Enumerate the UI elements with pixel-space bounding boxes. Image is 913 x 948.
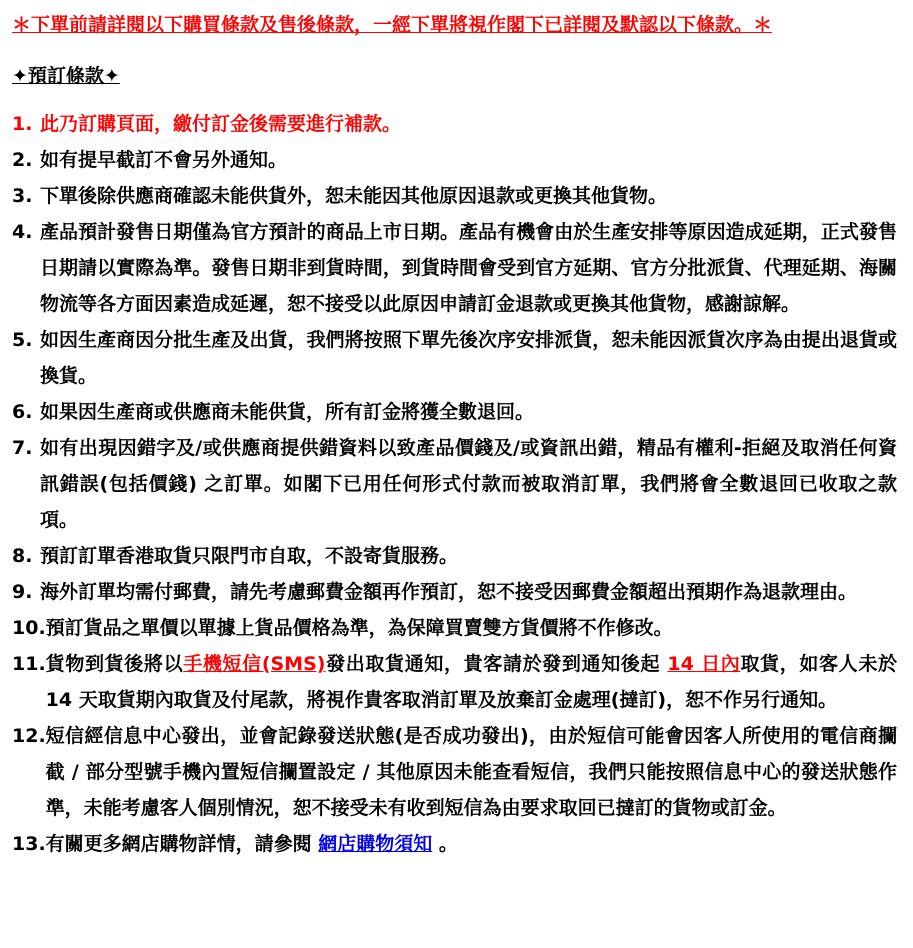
term-item-11	[12, 646, 897, 718]
term-text	[46, 718, 897, 826]
term-text-segment: 發出取貨通知，貴客請於發到通知後起	[325, 653, 668, 675]
term-item-4	[12, 214, 897, 322]
term-number: 5.	[12, 329, 33, 351]
term-text	[40, 538, 897, 574]
term-number: 4.	[12, 221, 33, 243]
term-text	[46, 610, 897, 646]
shop-guide-link[interactable]: 網店購物須知	[318, 833, 433, 855]
term-number: 1.	[12, 113, 33, 135]
term-text-segment: 如果因生產商或供應商未能供貨，所有訂金將獲全數退回。	[40, 401, 535, 423]
term-text-segment: 如有出現因錯字及/或供應商提供錯資料以致產品價錢及/或資訊出錯，精品有權利-拒絕及取消任何資訊錯誤(包括價錢) 之訂單。如閣下已用任何形式付款而被取消訂單，我們將會全數退回已收取之款項。	[40, 437, 897, 531]
term-text-highlight: 14 日內	[667, 653, 741, 675]
term-text-segment: 預訂貨品之單價以單據上貨品價格為準，為保障買賣雙方貨價將不作修改。	[45, 617, 673, 639]
term-number: 11.	[12, 653, 46, 675]
term-text-segment: 。	[432, 833, 458, 855]
term-text-segment: 取貨，如客人未於 14 天取貨期內取貨及付尾款，將視作貴客取消訂單及放棄訂金處理(撻訂)，恕不作另行通知。	[45, 653, 897, 711]
term-text	[40, 430, 897, 538]
term-number: 12.	[12, 725, 46, 747]
term-text-segment: 預訂訂單香港取貨只限門市自取，不設寄貨服務。	[40, 545, 459, 567]
term-text-segment: 有關更多網店購物詳情，請參閱	[45, 833, 319, 855]
term-item-10	[12, 610, 897, 646]
term-item-12	[12, 718, 897, 826]
term-item-7	[12, 430, 897, 538]
term-number: 3.	[12, 185, 33, 207]
term-number: 6.	[12, 401, 33, 423]
section-header-preorder-terms: ✦預訂條款✦	[12, 65, 120, 87]
term-text-segment: 短信經信息中心發出，並會記錄發送狀態(是否成功發出)，由於短信可能會因客人所使用的電信商攔截 / 部分型號手機內置短信攔置設定 / 其他原因未能查看短信，我們只能按照信息中心的發送狀態作準，未能考慮客人個別情況，恕不接受未有收到短信為由要求取回已撻訂的貨物或訂金。	[45, 725, 897, 819]
term-number: 13.	[12, 833, 46, 855]
term-item-9	[12, 574, 897, 610]
page-title: ＊下單前請詳閱以下購買條款及售後條款，一經下單將視作閣下已詳閱及默認以下條款。＊	[12, 14, 773, 36]
term-item-2	[12, 142, 897, 178]
term-text	[46, 826, 897, 862]
term-text	[40, 106, 897, 142]
term-number: 10.	[12, 617, 46, 639]
term-text-segment: 下單後除供應商確認未能供貨外，恕未能因其他原因退款或更換其他貨物。	[40, 185, 668, 207]
term-number: 2.	[12, 149, 33, 171]
term-item-6	[12, 394, 897, 430]
term-text	[40, 142, 897, 178]
term-text	[40, 394, 897, 430]
term-text	[46, 646, 897, 718]
term-text-segment: 如因生產商因分批生產及出貨，我們將按照下單先後次序安排派貨，恕未能因派貨次序為由提出退貨或換貨。	[40, 329, 897, 387]
term-text-segment: 貨物到貨後將以	[45, 653, 184, 675]
terms-list	[12, 106, 897, 862]
term-text-segment: 海外訂單均需付郵費，請先考慮郵費金額再作預訂，恕不接受因郵費金額超出預期作為退款理由。	[40, 581, 858, 603]
term-text-segment: 此乃訂購頁面，繳付訂金後需要進行補款。	[40, 113, 402, 135]
term-item-13	[12, 826, 897, 862]
term-text-segment: 如有提早截訂不會另外通知。	[40, 149, 288, 171]
term-text-segment: 產品預計發售日期僅為官方預計的商品上市日期。產品有機會由於生產安排等原因造成延期，正式發售日期請以實際為準。發售日期非到貨時間，到貨時間會受到官方延期、官方分批派貨、代理延期、海關物流等各方面因素造成延遲，恕不接受以此原因申請訂金退款或更換其他貨物，感謝諒解。	[40, 221, 897, 315]
term-item-5	[12, 322, 897, 394]
term-text	[40, 322, 897, 394]
term-number: 8.	[12, 545, 33, 567]
term-text-highlight: 手機短信(SMS)	[183, 653, 326, 675]
term-item-1	[12, 106, 897, 142]
term-text	[40, 574, 897, 610]
term-number: 9.	[12, 581, 33, 603]
term-number: 7.	[12, 437, 33, 459]
term-text	[40, 214, 897, 322]
term-item-8	[12, 538, 897, 574]
term-item-3	[12, 178, 897, 214]
term-text	[40, 178, 897, 214]
